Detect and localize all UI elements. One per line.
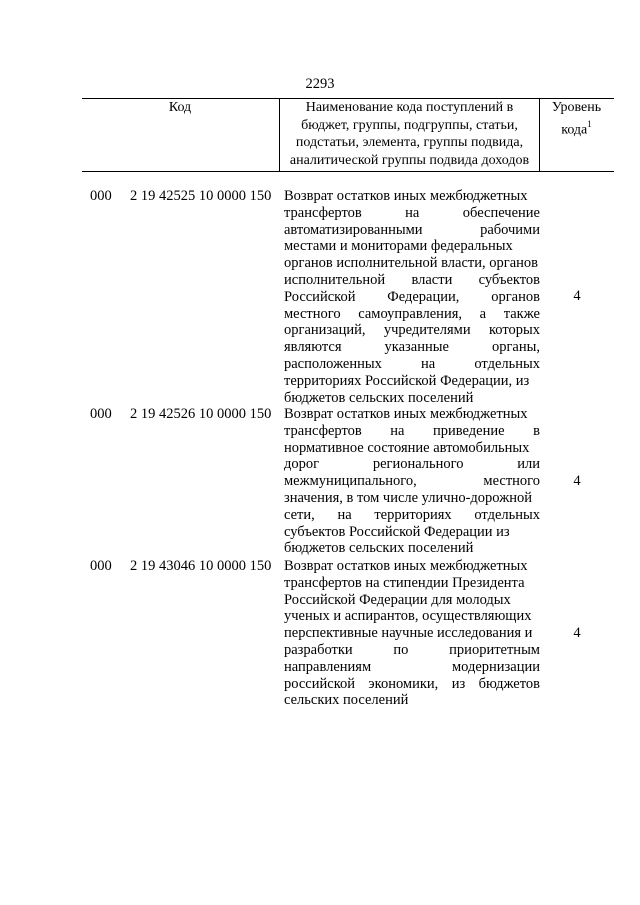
description-line	[284, 306, 540, 323]
description-word: разработки	[284, 641, 353, 658]
description-word: межмуниципального,	[284, 473, 417, 490]
description-line	[284, 255, 540, 272]
description-word: сельских поселений	[284, 692, 409, 709]
description-word: самоуправления,	[358, 305, 462, 322]
description-word: российской	[284, 675, 356, 692]
description-line	[284, 373, 540, 390]
description-word: отдельных	[474, 506, 540, 523]
description-line	[284, 356, 540, 373]
description-word: бюджетов	[478, 675, 540, 692]
description-word: трансфертов на стипендии Президента	[284, 574, 525, 591]
description-word: на	[390, 422, 405, 439]
description-word: приведение	[433, 422, 505, 439]
row-income-code: 2 19 43046 10 0000 150	[130, 558, 272, 574]
description-line	[284, 558, 540, 575]
footnote-mark: 1	[587, 118, 592, 129]
description-word: бюджетов сельских поселений	[284, 540, 474, 557]
description-word: а	[479, 305, 487, 322]
description-word: рабочими	[480, 221, 540, 238]
description-word: дорог	[284, 456, 320, 473]
description-word: Возврат остатков иных межбюджетных	[284, 558, 528, 574]
row-description	[284, 406, 540, 557]
description-word: также	[503, 305, 540, 322]
description-word: в	[533, 422, 540, 439]
table-header	[82, 98, 614, 172]
description-line	[284, 692, 540, 709]
header-code-column	[82, 99, 278, 171]
description-word: значения, в том числе улично-дорожной	[284, 489, 532, 506]
header-level-line	[539, 117, 614, 139]
description-word: из	[451, 675, 466, 692]
row-admin-code: 000	[90, 188, 112, 204]
description-line	[284, 339, 540, 356]
description-word: территориях	[374, 506, 452, 523]
description-word: местного	[284, 305, 341, 322]
description-word: или	[517, 456, 540, 473]
description-line	[284, 406, 540, 423]
description-line	[284, 524, 540, 541]
description-line	[284, 625, 540, 642]
description-line	[284, 188, 540, 205]
description-word: Российской	[284, 288, 356, 305]
description-word: отдельных	[474, 355, 540, 372]
description-line	[284, 608, 540, 625]
description-word: власти	[411, 271, 453, 288]
description-word: ученых и аспирантов, осуществляющих	[284, 608, 532, 625]
description-word: трансфертов	[284, 422, 362, 439]
description-word: на	[405, 204, 420, 221]
description-line	[284, 642, 540, 659]
description-word: экономики,	[368, 675, 439, 692]
description-line	[284, 592, 540, 609]
description-word: указанные	[384, 339, 449, 356]
description-word: нормативное состояние автомобильных	[284, 439, 530, 456]
row-level: 4	[573, 288, 581, 304]
header-name-line: аналитической группы подвида доходов	[289, 152, 530, 168]
description-word: территориях Российской Федерации, из	[284, 372, 530, 389]
description-word: которых	[488, 322, 540, 339]
description-line	[284, 322, 540, 339]
description-word: Возврат остатков иных межбюджетных	[284, 406, 528, 422]
description-line	[284, 272, 540, 289]
description-line	[284, 575, 540, 592]
header-name-line: Наименование кода поступлений в	[305, 100, 514, 115]
row-description	[284, 188, 540, 406]
description-word: органы,	[491, 339, 540, 356]
description-line	[284, 238, 540, 255]
header-name-line: бюджет, группы, подгруппы, статьи,	[301, 117, 518, 133]
description-word: учредителями	[383, 322, 471, 339]
description-line	[284, 456, 540, 473]
description-line	[284, 289, 540, 306]
description-line	[284, 676, 540, 693]
description-word: Федерации,	[387, 288, 460, 305]
description-word: организаций,	[284, 322, 366, 339]
description-word: органов	[491, 288, 540, 305]
description-line	[284, 507, 540, 524]
description-word: Возврат остатков иных межбюджетных	[284, 188, 528, 204]
header-level-line: Уровень	[551, 100, 602, 115]
row-admin-code: 000	[90, 406, 112, 422]
description-word: регионального	[372, 456, 464, 473]
row-description	[284, 558, 540, 709]
description-line	[284, 222, 540, 239]
header-level-column	[539, 99, 614, 171]
row-level: 4	[573, 473, 581, 489]
header-code-label: Код	[168, 100, 192, 115]
description-line	[284, 473, 540, 490]
description-word: бюджетов сельских поселений	[284, 389, 474, 406]
description-line	[284, 490, 540, 507]
row-level: 4	[573, 625, 581, 641]
row-income-code: 2 19 42525 10 0000 150	[130, 188, 272, 204]
description-word: исполнительной	[284, 271, 386, 288]
row-income-code: 2 19 42526 10 0000 150	[130, 406, 272, 422]
description-word: трансфертов	[284, 204, 362, 221]
description-word: местами и мониторами федеральных	[284, 238, 513, 255]
description-line	[284, 390, 540, 407]
description-word: Российской Федерации для молодых	[284, 591, 511, 608]
description-word: органов исполнительной власти, органов	[284, 255, 538, 272]
header-name-column	[279, 99, 540, 171]
description-line	[284, 205, 540, 222]
description-word: являются	[284, 339, 342, 356]
description-word: обеспечение	[462, 204, 540, 221]
description-word: субъектов Российской Федерации из	[284, 523, 510, 540]
description-word: субъектов	[478, 271, 540, 288]
description-word: по	[393, 641, 409, 658]
description-line	[284, 540, 540, 557]
row-admin-code: 000	[90, 558, 112, 574]
description-word: расположенных	[284, 355, 382, 372]
description-word: модернизации	[451, 658, 540, 675]
description-word: на	[337, 506, 352, 523]
description-word: на	[421, 355, 436, 372]
page-number: 2293	[305, 76, 335, 92]
description-word: автоматизированными	[284, 221, 423, 238]
description-word: приоритетным	[449, 641, 540, 658]
header-name-line: подстатьи, элемента, группы подвида,	[295, 135, 524, 150]
description-word: местного	[483, 473, 540, 490]
header-level-word: кода	[561, 122, 588, 138]
description-line	[284, 659, 540, 676]
description-line	[284, 440, 540, 457]
description-word: сети,	[284, 506, 315, 523]
description-line	[284, 423, 540, 440]
description-word: перспективные научные исследования и	[284, 625, 533, 642]
description-word: направлениям	[284, 658, 372, 675]
